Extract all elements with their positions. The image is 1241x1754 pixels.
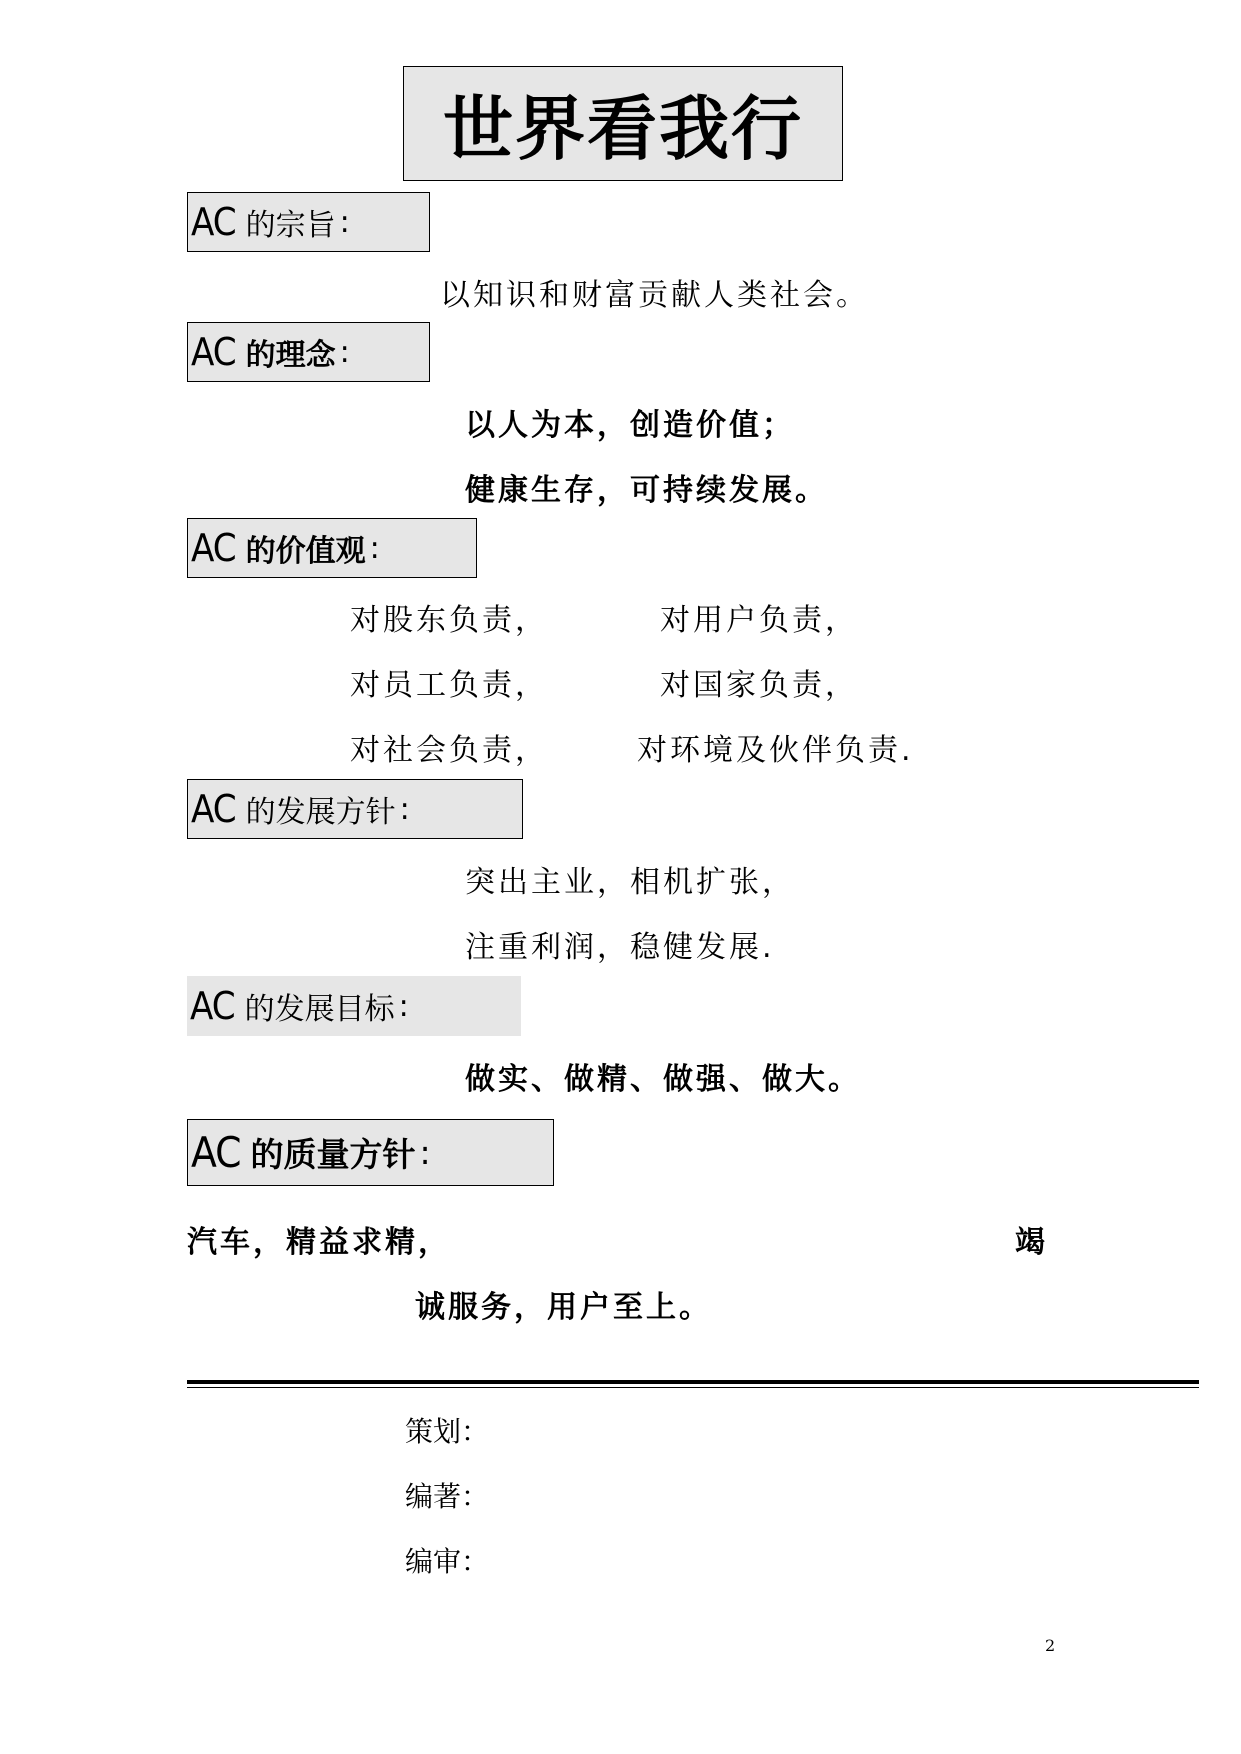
heading-prefix: AC: [191, 200, 236, 244]
heading-label: 的理念: [245, 338, 336, 373]
section-heading-development-policy: [187, 779, 523, 839]
development-goal-line: 做实、做精、做强、做大。: [465, 1062, 861, 1097]
quality-policy-line: 汽车，精益求精，: [187, 1225, 451, 1260]
section-heading-philosophy: [187, 322, 430, 382]
document-title-box: [403, 66, 843, 181]
heading-colon: :: [339, 334, 350, 370]
heading-label: 的发展目标: [244, 992, 395, 1027]
heading-colon: :: [399, 791, 410, 827]
heading-colon: :: [419, 1133, 431, 1172]
quality-policy-line: 竭: [1015, 1225, 1048, 1260]
section-heading-quality-policy: [187, 1119, 554, 1186]
section-heading-values: [187, 518, 477, 578]
heading-prefix: AC: [191, 330, 236, 374]
heading-label: 的发展方针: [245, 795, 396, 830]
philosophy-line: 健康生存，可持续发展。: [465, 473, 828, 508]
heading-colon: :: [398, 988, 409, 1024]
heading-label: 的质量方针: [250, 1135, 416, 1174]
credit-review: 编审：: [405, 1545, 490, 1578]
heading-prefix: AC: [191, 526, 236, 570]
heading-prefix: AC: [191, 787, 236, 831]
separator-thin: [187, 1387, 1199, 1388]
credit-editing: 编著：: [405, 1480, 490, 1513]
section-heading-development-goal: [187, 976, 521, 1036]
philosophy-line: 以人为本，创造价值；: [465, 408, 795, 443]
values-line: 对用户负责，: [660, 603, 858, 638]
heading-label: 的宗旨: [245, 208, 336, 243]
page-number: 2: [1045, 1636, 1056, 1655]
values-line: 对环境及伙伴负责.: [637, 733, 914, 768]
development-policy-line: 突出主业，相机扩张，: [465, 865, 795, 900]
separator-thick: [187, 1380, 1199, 1384]
values-line: 对国家负责，: [660, 668, 858, 703]
heading-colon: :: [369, 530, 380, 566]
quality-policy-line: 诚服务，用户至上。: [415, 1290, 712, 1325]
values-line: 对社会负责，: [350, 733, 548, 768]
section-heading-purpose: [187, 192, 430, 252]
purpose-line: 以知识和财富贡献人类社会。: [440, 278, 869, 313]
heading-prefix: AC: [191, 1128, 241, 1177]
heading-prefix: AC: [190, 984, 235, 1028]
credit-planning: 策划：: [405, 1415, 490, 1448]
heading-colon: :: [339, 204, 350, 240]
heading-label: 的价值观: [245, 534, 366, 569]
development-policy-line: 注重利润，稳健发展.: [465, 930, 775, 965]
document-title: 世界看我行: [443, 88, 803, 170]
values-line: 对员工负责，: [350, 668, 548, 703]
values-line: 对股东负责，: [350, 603, 548, 638]
